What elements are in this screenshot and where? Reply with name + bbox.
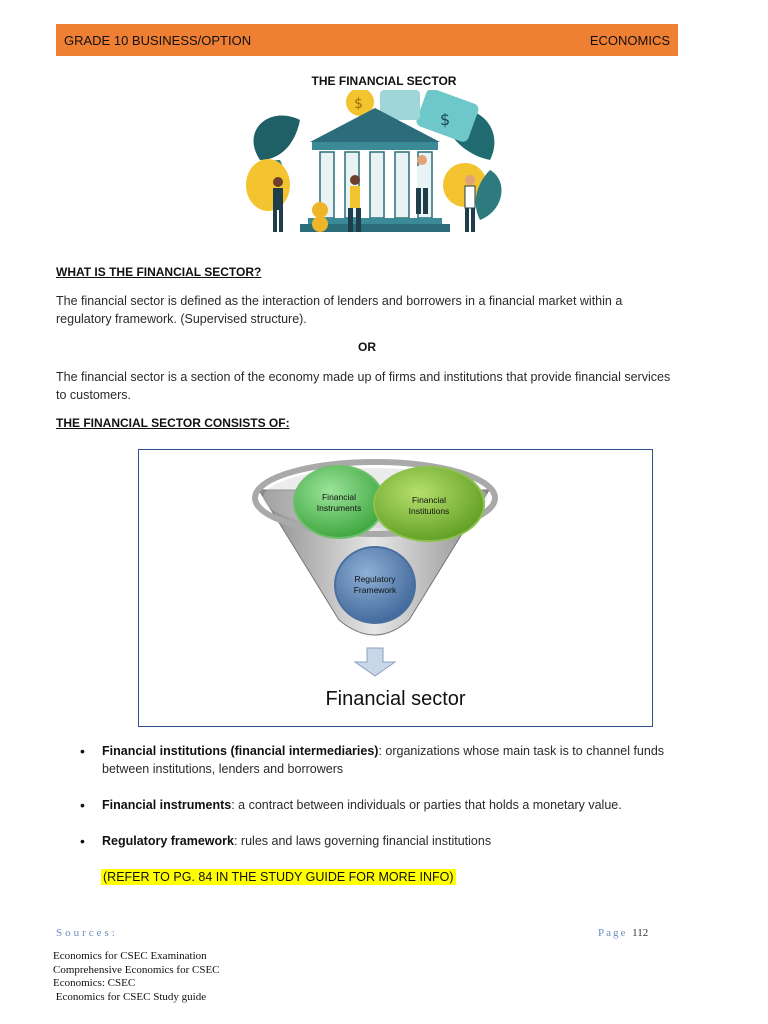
source-item: Economics for CSEC Examination [53,950,207,962]
page-label: Page [598,927,628,939]
definition-1: The financial sector is defined as the interaction of lenders and borrowers in a financial market within a regulatory framework. (Supervised structure). [56,294,623,326]
bank-illustration [240,90,510,240]
bullet-item [80,832,680,850]
source-item: Economics for CSEC Study guide [53,990,207,1003]
header-bar [56,24,678,56]
svg-text:$: $ [354,96,363,112]
bullet-term: Financial institutions (financial intermediaries) [102,744,379,758]
source-list [53,950,220,1004]
bullet-term: Financial instruments [102,798,232,812]
funnel-caption: Financial sector [325,688,466,710]
header-left-text: GRADE 10 BUSINESS/OPTION [64,32,252,48]
section-heading-consists-of: THE FINANCIAL SECTOR CONSISTS OF: [56,416,290,430]
regulatory-framework-label: Regulatory Framework [353,574,397,595]
page-number: 112 [632,927,649,939]
footer-sources-label: Sources: [56,927,118,939]
bullet-text: : organizations whose main task is to channel funds between institutions, lenders and borrowers [102,744,665,776]
funnel-diagram [138,449,653,727]
source-item: Comprehensive Economics for CSEC [53,963,220,976]
page-title: THE FINANCIAL SECTOR [311,74,457,88]
svg-text:$: $ [440,110,451,129]
financial-institutions-label: Financial Institutions [408,495,450,516]
bullet-item [80,742,680,778]
header-right-text: ECONOMICS [589,32,670,48]
definition-2: The financial sector is a section of the economy made up of firms and institutions that provide financial services to customers. [56,370,671,402]
bullet-list [80,742,680,868]
refer-note: (REFER TO PG. 84 IN THE STUDY GUIDE FOR MORE INFO) [103,870,454,884]
footer-page-number [598,927,648,939]
financial-instruments-label: Financial Instruments [316,492,362,513]
or-separator: OR [358,340,376,354]
bullet-text: : rules and laws governing financial institutions [233,834,492,848]
bullet-text: : a contract between individuals or parties that holds a monetary value. [231,798,622,812]
bullet-item [80,796,680,814]
bullet-term: Regulatory framework [102,834,234,848]
source-item: Economics: CSEC [53,977,136,989]
section-heading-what-is: WHAT IS THE FINANCIAL SECTOR? [56,265,262,279]
